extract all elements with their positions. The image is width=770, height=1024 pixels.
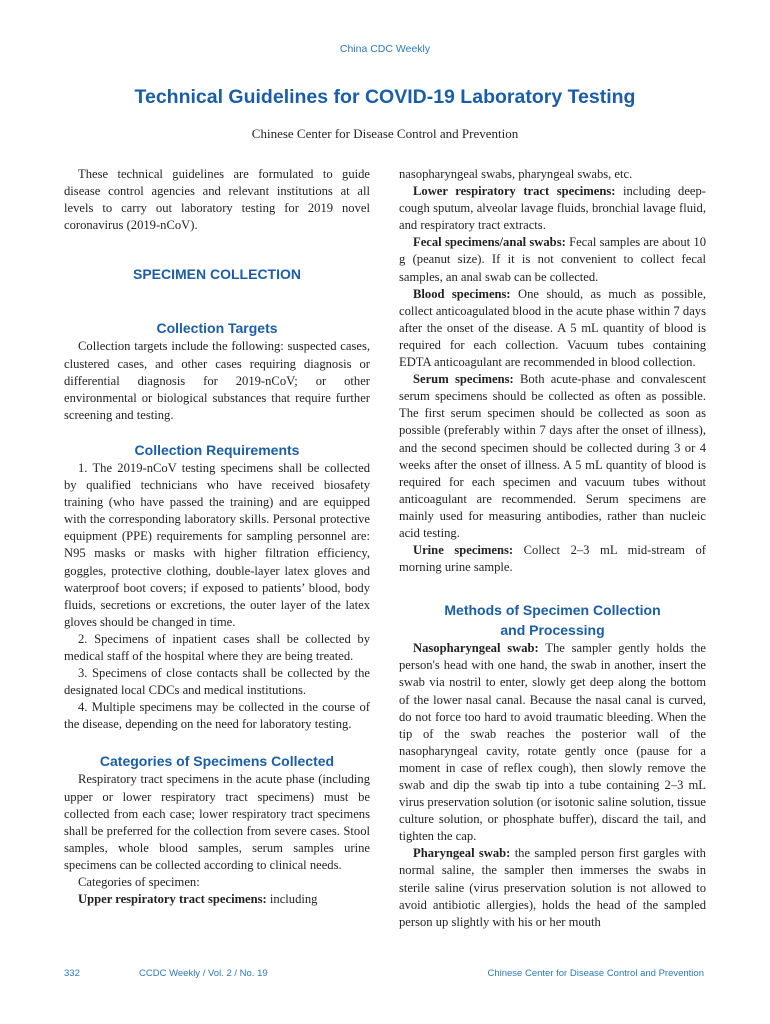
- lower-respiratory-text: including deep-cough sputum, alveolar lavage fluids, bronchial lavage fluid, and respiratory tract extracts.: [399, 184, 706, 233]
- nasopharyngeal-label: Nasopharyngeal swab:: [413, 641, 539, 656]
- serum-text: Both acute-phase and convalescent serum specimens should be collected as often as possible. The first serum specimen should be collected as soon as possible (preferably within 7 days after the onset of illness), and the second specimen should be collected during 3 or 4 weeks after the onset of illness. A 5 mL quantity of blood is required for each specimen and vacuum tubes without anticoagulant are recommended. Serum specimens are mainly used for measuring antibodies, rather than nucleic acid testing.: [399, 372, 706, 540]
- collection-targets-paragraph: Collection targets include the following: suspected cases, clustered cases, and other cases requiring diagnosis or differential diagnosis for 2019-nCoV; or other environmental or biological substances that require further screening and testing.: [64, 339, 370, 422]
- nasopharyngeal-item: [399, 640, 706, 845]
- left-column: [64, 166, 370, 908]
- requirement-3: 3. Specimens of close contacts shall be collected by the designated local CDCs and medical institutions.: [64, 666, 370, 698]
- section-heading-specimen-collection: SPECIMEN COLLECTION: [132, 266, 301, 283]
- publisher-name: Chinese Center for Disease Control and Prevention: [487, 968, 704, 979]
- lower-respiratory-item: [399, 183, 706, 234]
- fecal-item: [399, 234, 706, 285]
- urine-label: Urine specimens:: [413, 543, 514, 558]
- heading-collection-requirements: Collection Requirements: [134, 441, 300, 458]
- pharyngeal-text: the sampled person first gargles with normal saline, the sampler then immerses the swabs in sterile saline (virus preservation solution is not allowed to avoid antibiotic allergies), holds the head of the sampled person up slightly with his or her mouth: [399, 846, 706, 929]
- heading-categories-of-specimens: Categories of Specimens Collected: [99, 753, 335, 770]
- fecal-label: Fecal specimens/anal swabs:: [413, 235, 566, 250]
- categories-label: Categories of specimen:: [78, 875, 200, 889]
- urine-text: Collect 2–3 mL mid-stream of morning urine sample.: [399, 543, 706, 575]
- requirement-2: 2. Specimens of inpatient cases shall be collected by medical staff of the hospital where they are being treated.: [64, 631, 370, 663]
- urine-item: [399, 542, 706, 576]
- page-number: 332: [64, 968, 80, 979]
- heading-methods-line-2: and Processing: [500, 622, 605, 639]
- blood-text: One should, as much as possible, collect anticoagulated blood in the acute phase within 7 days after the onset of the disease. A 5 mL quantity of blood is required for each collection. Vacuum tubes containing EDTA anticoagulant are recommended in blood collection.: [399, 286, 706, 370]
- heading-methods-line-1: Methods of Specimen Collection: [444, 602, 661, 619]
- categories-paragraph: Respiratory tract specimens in the acute phase (including upper or lower respiratory tract specimens) must be collected from each case; lower respiratory tract specimens shall be preferred for the collection from severe cases. Stool samples, whole blood samples, serum samples urine specimens can be collected according to clinical needs.: [64, 772, 370, 872]
- journal-name: China CDC Weekly: [339, 43, 431, 55]
- requirement-1: 1. The 2019-nCoV testing specimens shall be collected by qualified technicians who have received biosafety training (who have passed the training) and are equipped with the corresponding laboratory skills. Personal protective equipment (PPE) requirements for sampling personnel are: N95 masks or masks with higher filtration efficiency, goggles, protective clothing, double-layer latex gloves and waterproof boot covers; if exposed to patients’ blood, body fluids, secretions or excretions, the outer layer of the latex gloves should be changed in time.: [64, 460, 370, 629]
- right-column: [399, 166, 706, 931]
- serum-label: Serum specimens:: [413, 372, 514, 387]
- pharyngeal-label: Pharyngeal swab:: [413, 846, 511, 861]
- upper-respiratory-text: including: [269, 892, 318, 907]
- article-title: Technical Guidelines for COVID-19 Laboratory Testing: [134, 86, 636, 108]
- upper-respiratory-item: [64, 891, 370, 908]
- pharyngeal-item: [399, 845, 706, 930]
- blood-label: Blood specimens:: [413, 286, 511, 301]
- affiliation: Chinese Center for Disease Control and Prevention: [251, 126, 519, 141]
- requirement-4: 4. Multiple specimens may be collected in the course of the disease, depending on the need for laboratory testing.: [64, 700, 370, 732]
- upper-respiratory-continued: nasopharyngeal swabs, pharyngeal swabs, etc.: [399, 167, 633, 181]
- heading-collection-targets: Collection Targets: [156, 320, 278, 337]
- nasopharyngeal-text: The sampler gently holds the person's head with one hand, the swab in another, insert the swab via nostril to enter, slowly get deep along the bottom of the lower nasal canal. Because the nasal canal is curved, do not force too hard to avoid traumatic bleeding. When the tip of the swab reaches the posterior wall of the nasopharyngeal cavity, rotate gently once (pause for a moment in case of reflex cough), then slowly remove the swab and dip the swab tip into a tube containing 2–3 mL virus preservation solution (or isotonic saline solution, tissue culture solution, or phosphate buffer), discard the tail, and tighten the cap.: [399, 641, 707, 844]
- blood-item: [399, 286, 706, 371]
- lower-respiratory-label: Lower respiratory tract specimens:: [413, 184, 616, 199]
- upper-respiratory-label: Upper respiratory tract specimens:: [78, 892, 267, 907]
- volume-info: CCDC Weekly / Vol. 2 / No. 19: [139, 968, 268, 979]
- intro-paragraph: These technical guidelines are formulated to guide disease control agencies and relevant institutions at all levels to carry out laboratory testing for 2019 novel coronavirus (2019-nCoV).: [64, 167, 370, 233]
- fecal-text: Fecal samples are about 10 g (peanut size). If it is not convenient to collect fecal samples, an anal swab can be collected.: [399, 235, 706, 284]
- serum-item: [399, 371, 706, 542]
